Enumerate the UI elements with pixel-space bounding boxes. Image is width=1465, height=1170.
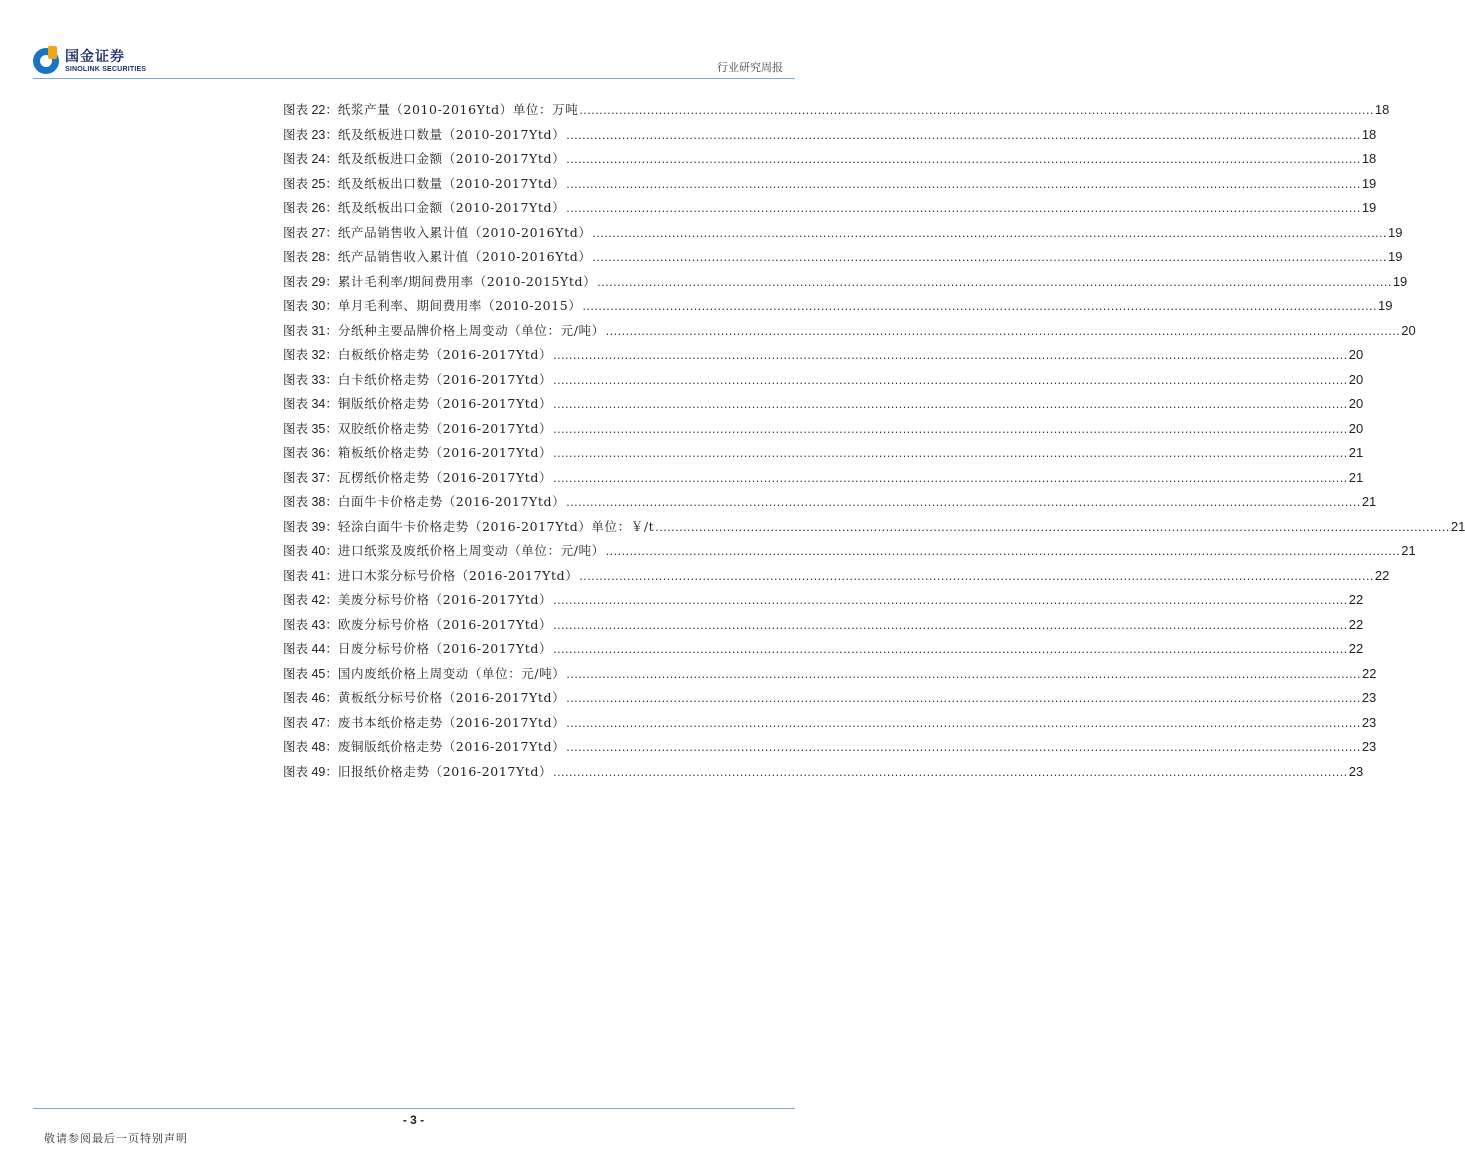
toc-page-number: 21 (1450, 518, 1465, 534)
toc-page-number: 23 (1361, 690, 1377, 705)
toc-leader-dots: ........................................................................................................................................................................................................ (553, 421, 1348, 436)
toc-figure-title: 纸及纸板出口数量（2010-2017Ytd） (337, 175, 566, 191)
toc-figure-title: 纸及纸板进口金额（2010-2017Ytd） (337, 151, 566, 166)
toc-figure-label: 图表 35： (283, 421, 338, 436)
toc-leader-dots: ........................................................................................................................................................................................................ (566, 691, 1361, 705)
toc-figure-title: 纸及纸板进口数量（2010-2017Ytd） (337, 126, 566, 142)
toc-figure-title: 旧报纸价格走势（2016-2017Ytd） (337, 763, 553, 779)
toc-leader-dots: ........................................................................................................................................................................................................ (605, 323, 1401, 338)
toc-page-number: 18 (1361, 151, 1377, 166)
toc-figure-label: 图表 40： (283, 544, 338, 558)
toc-leader-dots: ........................................................................................................................................................................................................ (553, 642, 1348, 656)
toc-page-number: 19 (1388, 249, 1403, 264)
toc-page-number: 19 (1361, 200, 1377, 215)
toc-page-number: 20 (1401, 322, 1416, 338)
toc-leader-dots: ........................................................................................................................................................................................................ (605, 544, 1401, 558)
toc-page-number: 22 (1348, 616, 1364, 632)
toc-leader-dots: ........................................................................................................................................................................................................ (655, 519, 1450, 534)
toc-page-number: 19 (1361, 175, 1377, 191)
toc-figure-label: 图表 24： (283, 152, 338, 166)
toc-entry[interactable] (283, 321, 1416, 346)
toc-figure-label: 图表 22： (283, 103, 338, 117)
toc-figure-title: 纸浆产量（2010-2016Ytd）单位：万吨 (337, 102, 579, 117)
toc-page-number: 21 (1401, 543, 1416, 558)
toc-page-number: 22 (1362, 665, 1377, 681)
toc-figure-label: 图表 25： (283, 176, 338, 191)
toc-leader-dots: ........................................................................................................................................................................................................ (553, 617, 1348, 632)
logo-name-cn: 国金证券 (65, 48, 125, 65)
toc-figure-label: 图表 42： (283, 593, 338, 607)
toc-figure-title: 瓦楞纸价格走势（2016-2017Ytd） (337, 469, 553, 485)
toc-leader-dots: ........................................................................................................................................................................................................ (566, 666, 1361, 681)
toc-entry[interactable] (283, 345, 1364, 370)
toc-leader-dots: ........................................................................................................................................................................................................ (553, 372, 1348, 387)
toc-figure-label: 图表 33： (283, 372, 338, 387)
toc-figure-label: 图表 38： (283, 495, 338, 509)
report-type: 行业研究周报 (717, 61, 783, 74)
toc-entry[interactable] (283, 541, 1416, 566)
toc-figure-title: 双胶纸价格走势（2016-2017Ytd） (337, 420, 553, 436)
toc-figure-label: 图表 36： (283, 446, 338, 460)
toc-figure-label: 图表 30： (283, 299, 338, 313)
toc-page-number: 18 (1361, 126, 1377, 142)
toc-page-number: 22 (1348, 641, 1364, 656)
toc-entry[interactable] (283, 419, 1364, 444)
toc-entry[interactable] (283, 688, 1377, 713)
toc-page-number: 21 (1361, 494, 1377, 509)
toc-entry[interactable] (283, 664, 1377, 689)
toc-figure-label: 图表 49： (283, 764, 338, 779)
toc-figure-title: 箱板纸价格走势（2016-2017Ytd） (337, 445, 553, 460)
toc-figure-title: 废铜版纸价格走势（2016-2017Ytd） (337, 739, 566, 754)
toc-leader-dots: ........................................................................................................................................................................................................ (553, 397, 1348, 411)
toc-entry[interactable] (283, 272, 1408, 297)
toc-figure-label: 图表 47： (283, 715, 338, 730)
toc-leader-dots: ........................................................................................................................................................................................................ (553, 446, 1348, 460)
toc-page-number: 19 (1392, 273, 1408, 289)
toc-figure-title: 白卡纸价格走势（2016-2017Ytd） (337, 371, 553, 387)
toc-figure-label: 图表 44： (283, 642, 338, 656)
toc-page-number: 23 (1361, 714, 1377, 730)
toc-entry[interactable] (283, 615, 1364, 640)
toc-entry[interactable] (283, 247, 1403, 272)
toc-entry[interactable] (283, 737, 1377, 762)
toc-figure-title: 进口木浆分标号价格（2016-2017Ytd） (337, 567, 579, 583)
disclaimer: 敬请参阅最后一页特别声明 (44, 1132, 188, 1145)
toc-figure-label: 图表 34： (283, 397, 338, 411)
toc-leader-dots: ........................................................................................................................................................................................................ (566, 495, 1361, 509)
toc-entry[interactable] (283, 198, 1377, 223)
toc-figure-label: 图表 41： (283, 568, 338, 583)
toc-figure-title: 累计毛利率/期间费用率（2010-2015Ytd） (337, 273, 597, 289)
toc-entry[interactable] (283, 100, 1390, 125)
toc-figure-title: 白板纸价格走势（2016-2017Ytd） (337, 347, 553, 362)
toc-leader-dots: ........................................................................................................................................................................................................ (592, 225, 1388, 240)
footer-divider (33, 1108, 795, 1109)
toc-page-number: 23 (1348, 763, 1364, 779)
toc-entry[interactable] (283, 443, 1364, 468)
toc-figure-label: 图表 27： (283, 225, 338, 240)
company-logo (33, 48, 146, 74)
toc-page-number: 18 (1374, 102, 1390, 117)
toc-entry[interactable] (283, 590, 1364, 615)
toc-page-number: 20 (1348, 347, 1364, 362)
toc-leader-dots: ........................................................................................................................................................................................................ (579, 568, 1374, 583)
logo-name-en: SINOLINK SECURITIES (65, 65, 147, 73)
toc-figure-title: 分纸种主要品牌价格上周变动（单位：元/吨） (337, 322, 605, 338)
toc-leader-dots: ........................................................................................................................................................................................................ (597, 274, 1392, 289)
toc-entry[interactable] (283, 223, 1403, 248)
toc-page-number: 22 (1374, 567, 1390, 583)
toc-figure-title: 铜版纸价格走势（2016-2017Ytd） (337, 396, 553, 411)
toc-leader-dots: ........................................................................................................................................................................................................ (592, 250, 1388, 264)
toc-entry[interactable] (283, 149, 1377, 174)
toc-figure-title: 单月毛利率、期间费用率（2010-2015） (337, 298, 582, 313)
toc-figure-title: 纸产品销售收入累计值（2010-2016Ytd） (337, 249, 592, 264)
toc-leader-dots: ........................................................................................................................................................................................................ (566, 176, 1361, 191)
toc-entry[interactable] (283, 468, 1364, 493)
toc-figure-title: 美废分标号价格（2016-2017Ytd） (337, 592, 553, 607)
toc-figure-label: 图表 26： (283, 201, 338, 215)
toc-entry[interactable] (283, 394, 1364, 419)
toc-figure-title: 纸产品销售收入累计值（2010-2016Ytd） (337, 224, 592, 240)
toc-page-number: 21 (1348, 445, 1364, 460)
toc-leader-dots: ........................................................................................................................................................................................................ (566, 152, 1361, 166)
toc-leader-dots: ........................................................................................................................................................................................................ (566, 127, 1361, 142)
page-header (0, 0, 827, 80)
table-of-figures (283, 100, 1465, 786)
toc-figure-title: 轻涂白面牛卡价格走势（2016-2017Ytd）单位：￥/t (337, 518, 655, 534)
page-number: - 3 - (402, 1113, 425, 1127)
logo-icon (33, 48, 59, 74)
toc-leader-dots: ........................................................................................................................................................................................................ (566, 201, 1361, 215)
toc-figure-label: 图表 43： (283, 617, 338, 632)
toc-leader-dots: ........................................................................................................................................................................................................ (566, 715, 1361, 730)
toc-leader-dots: ........................................................................................................................................................................................................ (553, 593, 1348, 607)
toc-figure-label: 图表 45： (283, 666, 338, 681)
toc-page-number: 21 (1348, 469, 1364, 485)
header-divider (33, 78, 795, 79)
toc-entry[interactable] (283, 174, 1377, 199)
toc-figure-title: 日废分标号价格（2016-2017Ytd） (337, 641, 553, 656)
toc-figure-label: 图表 29： (283, 274, 338, 289)
toc-leader-dots: ........................................................................................................................................................................................................ (553, 764, 1348, 779)
toc-figure-title: 进口纸浆及废纸价格上周变动（单位：元/吨） (337, 543, 605, 558)
toc-page-number: 22 (1348, 592, 1364, 607)
toc-figure-title: 欧废分标号价格（2016-2017Ytd） (337, 616, 553, 632)
toc-entry[interactable] (283, 125, 1377, 150)
toc-leader-dots: ........................................................................................................................................................................................................ (579, 103, 1374, 117)
toc-entry[interactable] (283, 492, 1377, 517)
toc-figure-label: 图表 31： (283, 323, 338, 338)
toc-figure-label: 图表 37： (283, 470, 338, 485)
toc-leader-dots: ........................................................................................................................................................................................................ (553, 470, 1348, 485)
toc-figure-label: 图表 23： (283, 127, 338, 142)
toc-entry[interactable] (283, 639, 1364, 664)
toc-page-number: 19 (1378, 298, 1393, 313)
toc-page-number: 20 (1348, 420, 1364, 436)
toc-page-number: 20 (1348, 396, 1364, 411)
toc-entry[interactable] (283, 762, 1364, 787)
toc-page-number: 23 (1361, 739, 1377, 754)
toc-entry[interactable] (283, 713, 1377, 738)
toc-figure-label: 图表 46： (283, 691, 338, 705)
toc-figure-label: 图表 39： (283, 519, 338, 534)
toc-figure-label: 图表 48： (283, 740, 338, 754)
toc-figure-title: 废书本纸价格走势（2016-2017Ytd） (337, 714, 566, 730)
toc-figure-label: 图表 32： (283, 348, 338, 362)
toc-leader-dots: ........................................................................................................................................................................................................ (553, 348, 1348, 362)
toc-figure-title: 国内废纸价格上周变动（单位：元/吨） (337, 665, 566, 681)
toc-leader-dots: ........................................................................................................................................................................................................ (566, 740, 1361, 754)
toc-entry[interactable] (283, 566, 1390, 591)
toc-leader-dots: ........................................................................................................................................................................................................ (582, 299, 1378, 313)
toc-page-number: 19 (1388, 224, 1403, 240)
toc-entry[interactable] (283, 517, 1465, 542)
toc-figure-label: 图表 28： (283, 250, 338, 264)
toc-entry[interactable] (283, 296, 1393, 321)
toc-figure-title: 白面牛卡价格走势（2016-2017Ytd） (337, 494, 566, 509)
toc-page-number: 20 (1348, 371, 1364, 387)
toc-entry[interactable] (283, 370, 1364, 395)
toc-figure-title: 黄板纸分标号价格（2016-2017Ytd） (337, 690, 566, 705)
toc-figure-title: 纸及纸板出口金额（2010-2017Ytd） (337, 200, 566, 215)
